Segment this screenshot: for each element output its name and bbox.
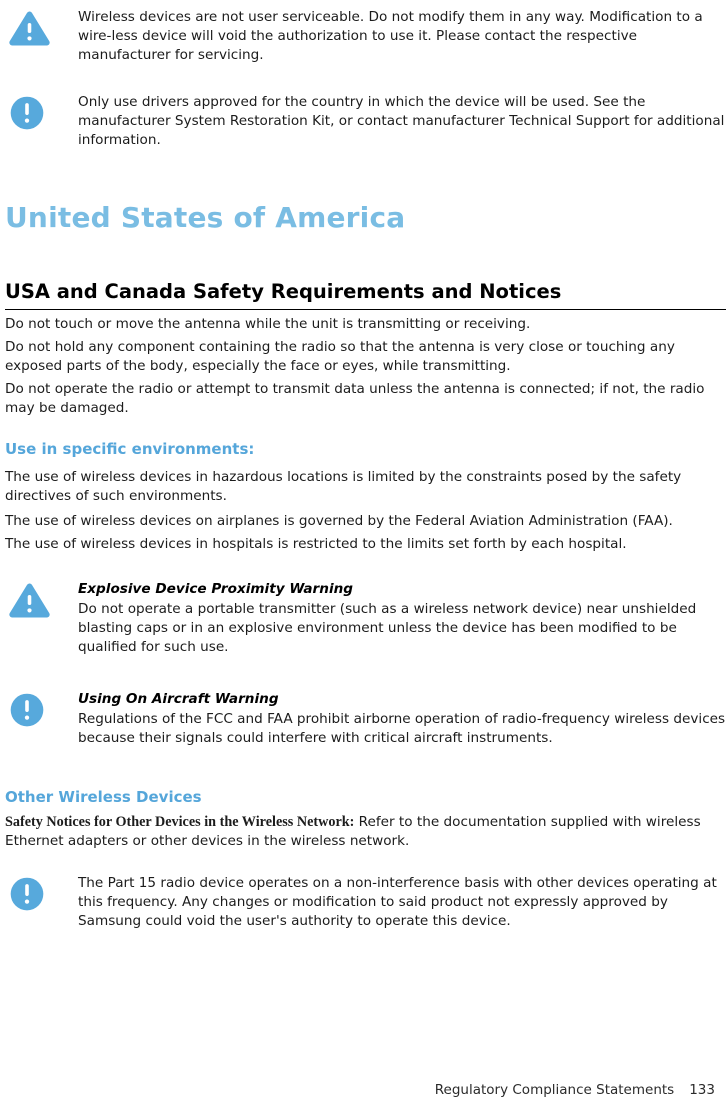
- notice-circle-icon: [5, 93, 78, 131]
- paragraph-hazardous-locations: The use of wireless devices in hazardous locations is limited by the constraints posed by the safety directives of such environments.: [5, 469, 682, 504]
- paragraph-hospitals: The use of wireless devices in hospitals is restricted to the limits set forth by each hospital.: [5, 536, 627, 552]
- safety-notices-rest: Refer to the documentation supplied with wireless Ethernet adapters or other devices in the wireless network.: [5, 814, 701, 849]
- page-footer: [435, 1082, 715, 1098]
- heading-united-states-of-america: United States of America: [5, 201, 406, 234]
- warning-triangle-icon: [5, 580, 78, 619]
- note-approved-drivers: [5, 93, 726, 150]
- note-text: Only use drivers approved for the country in which the device will be used. See the manufacturer System Restoration Kit, or contact manufacturer Technical Support for additional information.: [78, 94, 725, 148]
- notice-circle-icon: [5, 874, 78, 912]
- note-text: Regulations of the FCC and FAA prohibit airborne operation of radio-frequency wireless devices because their signals could interfere with critical aircraft instruments.: [78, 711, 726, 746]
- note-wireless-not-serviceable: [5, 8, 726, 65]
- paragraph-safety-notices-other-devices: [5, 813, 726, 851]
- paragraph-antenna-touch: Do not touch or move the antenna while the unit is transmitting or receiving.: [5, 316, 531, 332]
- note-explosive-device-proximity: [5, 580, 726, 657]
- heading-usa-canada-safety-requirements: USA and Canada Safety Requirements and Notices: [5, 280, 726, 310]
- paragraph-hold-component: Do not hold any component containing the radio so that the antenna is very close or touching any exposed parts of the body, especially the face or eyes, while transmitting.: [5, 339, 675, 374]
- paragraph-operate-radio: Do not operate the radio or attempt to transmit data unless the antenna is connected; if not, the radio may be damaged.: [5, 381, 705, 416]
- note-title: Using On Aircraft Warning: [78, 691, 279, 707]
- note-text: Wireless devices are not user serviceable. Do not modify them in any way. Modification to a wire-less device will void the authorization to use it. Please contact the respective manufacturer for servicing.: [78, 9, 703, 63]
- page-number: 133: [689, 1082, 715, 1098]
- safety-notices-lead-bold: Safety Notices for Other Devices in the Wireless Network:: [5, 814, 355, 830]
- note-part15-non-interference: [5, 874, 726, 931]
- paragraph-airplanes-faa: The use of wireless devices on airplanes is governed by the Federal Aviation Administration (FAA).: [5, 513, 673, 529]
- note-text: The Part 15 radio device operates on a non-interference basis with other devices operating at this frequency. Any changes or modification to said product not expressly approved by Samsung could void the user's authority to operate this device.: [78, 875, 717, 929]
- note-title: Explosive Device Proximity Warning: [78, 581, 354, 597]
- warning-triangle-icon: [5, 8, 78, 47]
- note-using-on-aircraft: [5, 690, 726, 748]
- notice-circle-icon: [5, 690, 78, 728]
- footer-label: Regulatory Compliance Statements: [434, 1082, 675, 1098]
- heading-use-in-specific-environments: Use in specific environments:: [5, 440, 255, 458]
- heading-other-wireless-devices: Other Wireless Devices: [5, 788, 202, 806]
- note-text: Do not operate a portable transmitter (such as a wireless network device) near unshielded blasting caps or in an explosive environment unless the device has been modified to be qualified for such use.: [78, 601, 697, 655]
